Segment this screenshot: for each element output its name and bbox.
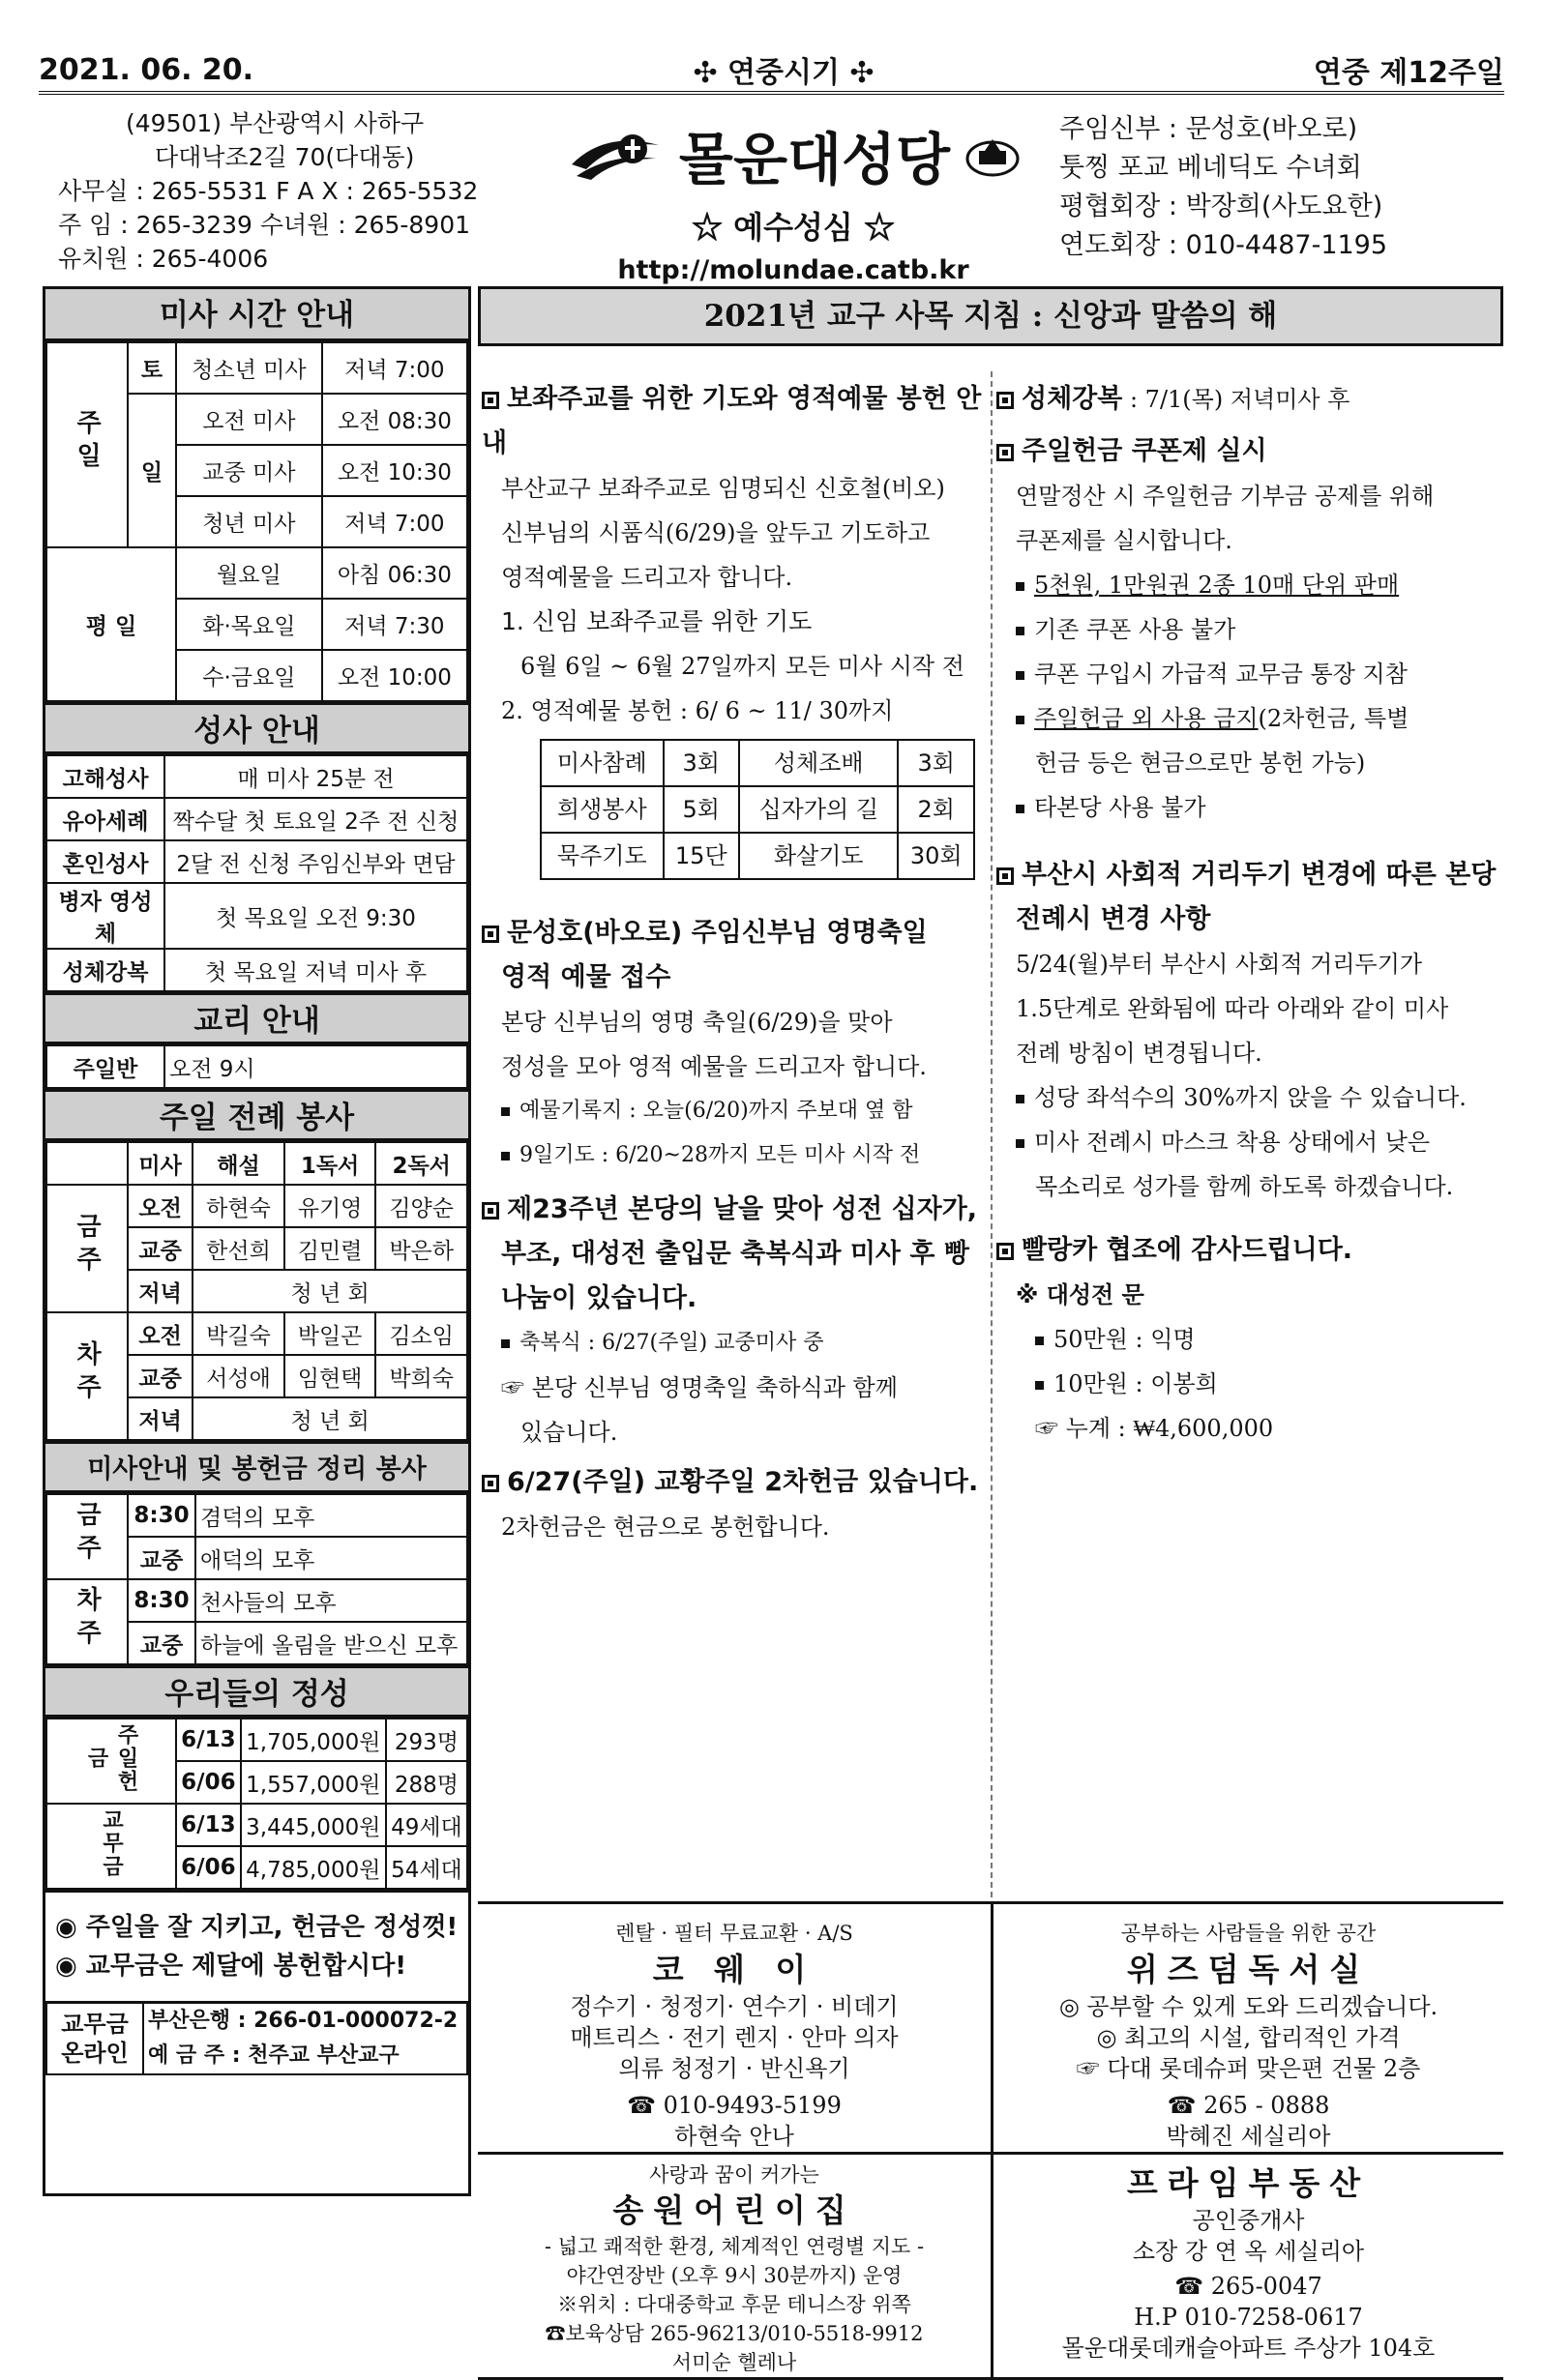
ad-line: 소장 강 연 옥 세실리아 xyxy=(1132,2238,1365,2265)
weekday-label: 평 일 xyxy=(46,547,176,701)
mass-name: 수·금요일 xyxy=(176,650,322,701)
liturgy-table xyxy=(45,1141,468,1441)
liturgy-heading: 주일 전례 봉사 xyxy=(45,1089,468,1141)
mass-slot: 오전 xyxy=(128,1185,193,1227)
pastoral-banner: 2021년 교구 사목 지침 : 신앙과 말씀의 해 xyxy=(478,286,1503,346)
notice-item: (2차헌금, 특별 xyxy=(1258,705,1409,732)
notice-text: 부산교구 보좌주교로 임명되신 신호철(비오) xyxy=(501,475,945,502)
column-header: 2독서 xyxy=(375,1142,467,1185)
offering-type: 묵주기도 xyxy=(541,833,664,879)
mass-name: 오전 미사 xyxy=(176,394,322,445)
ad-line: ◎ 최고의 시설, 합리적인 가격 xyxy=(1096,2024,1401,2051)
ad-line: 야간연장반 (오후 9시 30분까지) 운영 xyxy=(566,2264,903,2287)
mass-time: 오전 08:30 xyxy=(322,394,467,445)
notice-text: ☞ 본당 신부님 영명축일 축하식과 함께 xyxy=(501,1374,898,1401)
church-url[interactable]: http://molundae.catb.kr xyxy=(617,255,969,285)
mass-name: 월요일 xyxy=(176,547,322,599)
offering-count: 3회 xyxy=(664,740,739,786)
mass-slot: 8:30 xyxy=(128,1494,195,1537)
notice-title: 문성호(바오로) 주임신부님 영명축일 xyxy=(507,918,928,948)
bullet-box-icon xyxy=(482,1202,499,1219)
saturday-label: 토 xyxy=(128,342,176,394)
bank-table xyxy=(45,2001,468,2075)
ad-coway xyxy=(478,1904,991,2155)
mass-name: 화·목요일 xyxy=(176,599,322,650)
reader-2: 박은하 xyxy=(375,1227,467,1270)
sacrament-info: 매 미사 25분 전 xyxy=(164,755,467,798)
bullet-icon xyxy=(1035,1381,1044,1390)
top-bar xyxy=(39,48,1504,95)
mass-slot: 저녁 xyxy=(128,1270,193,1312)
advertisement-grid xyxy=(478,1901,1503,2374)
offering-amount: 1,705,000원 xyxy=(241,1719,386,1761)
mass-time: 저녁 7:30 xyxy=(322,599,467,650)
ad-line: 의류 청정기 · 반신욕기 xyxy=(618,2055,850,2082)
bullet-icon xyxy=(501,1107,510,1116)
reader-1: 김민렬 xyxy=(284,1227,376,1270)
reader-1: 유기영 xyxy=(284,1185,376,1227)
commentator: 하현숙 xyxy=(193,1185,284,1227)
staff-line: 툿찡 포교 베네딕도 수녀회 xyxy=(1059,153,1362,183)
main-content xyxy=(478,286,1503,2374)
group-name: 겸덕의 모후 xyxy=(195,1494,467,1537)
notice-column-1 xyxy=(478,371,991,1897)
offering-date: 6/13 xyxy=(176,1719,241,1761)
offering-table xyxy=(45,1718,468,1890)
mass-name: 청소년 미사 xyxy=(176,342,322,394)
note-line: ◉ 주일을 잘 지키고, 헌금은 정성껏! xyxy=(55,1913,459,1942)
staff-line: 평협회장 : 박장희(사도요한) xyxy=(1059,191,1383,221)
bullet-icon xyxy=(1016,1139,1024,1148)
offering-type: 성체조배 xyxy=(739,740,898,786)
offering-type: 희생봉사 xyxy=(541,786,664,833)
commentator: 박길숙 xyxy=(193,1312,284,1355)
sunday-offering-label: 주일헌금 xyxy=(46,1719,176,1804)
catechism-label: 주일반 xyxy=(46,1045,164,1088)
notice-column-2 xyxy=(991,371,1503,1897)
offering-type: 화살기도 xyxy=(739,833,898,879)
church-building-icon xyxy=(965,133,1020,176)
sacrament-name: 병자 영성체 xyxy=(46,883,164,949)
offering-amount: 3,445,000원 xyxy=(241,1804,386,1846)
notice-text: 2차헌금은 현금으로 봉헌합니다. xyxy=(501,1513,830,1541)
church-logo xyxy=(542,114,1045,285)
bank-owner: 예 금 주 : 천주교 부산교구 xyxy=(148,2043,400,2068)
column-header: 해설 xyxy=(193,1142,284,1185)
guide-heading: 미사안내 및 봉헌금 정리 봉사 xyxy=(45,1441,468,1493)
notice-item: 기존 쿠폰 사용 불가 xyxy=(1034,616,1236,643)
offering-count: 3회 xyxy=(898,740,974,786)
offering-count: 15단 xyxy=(664,833,739,879)
phone-line: 유치원 : 265-4006 xyxy=(58,245,269,273)
mass-time: 저녁 7:00 xyxy=(322,342,467,394)
bullet-icon xyxy=(1016,671,1024,680)
staff-line: 연도회장 : 010-4487-1195 xyxy=(1059,230,1388,260)
liturgical-week: 연중 제12주일 xyxy=(1313,56,1504,90)
staff-list xyxy=(1059,110,1387,265)
catechism-time: 오전 9시 xyxy=(164,1045,467,1088)
notice-item: 쿠폰 구입시 가급적 교무금 통장 지참 xyxy=(1034,661,1408,688)
dues-label: 교무금 xyxy=(46,1804,176,1889)
notice-item: 주일헌금 외 사용 금지 xyxy=(1034,705,1259,732)
column-header: 1독서 xyxy=(284,1142,376,1185)
mass-time: 아침 06:30 xyxy=(322,547,467,599)
reader-2: 박희숙 xyxy=(375,1355,467,1397)
notice-item: 미사 전례시 마스크 착용 상태에서 낮은 xyxy=(1034,1129,1431,1156)
notice-item: 1. 신임 보좌주교를 위한 기도 xyxy=(501,607,813,635)
staff-line: 주임신부 : 문성호(바오로) xyxy=(1059,114,1358,144)
notice-title: 부산시 사회적 거리두기 변경에 따른 본당 xyxy=(1022,860,1497,890)
ad-prime-realty xyxy=(991,2155,1503,2380)
mass-time: 저녁 7:00 xyxy=(322,496,467,547)
offering-amount: 1,557,000원 xyxy=(241,1761,386,1804)
ad-line: - 넓고 쾌적한 환경, 체계적인 연령별 지도 - xyxy=(544,2235,925,2258)
mass-slot: 교중 xyxy=(128,1622,195,1664)
reader-2: 김소임 xyxy=(375,1312,467,1355)
ad-line: ※위치 : 다대중학교 후문 테니스장 위쪽 xyxy=(557,2293,911,2316)
notice-title: 보좌주교를 위한 기도와 영적예물 봉헌 안내 xyxy=(482,384,982,458)
bank-account: 부산은행 : 266-01-000072-2 xyxy=(148,2009,459,2033)
next-week-label: 차주 xyxy=(46,1579,128,1664)
bullet-box-icon xyxy=(996,1243,1014,1260)
offering-count: 2회 xyxy=(898,786,974,833)
bullet-icon xyxy=(1016,627,1024,635)
notice-subtitle: ※ 대성전 문 xyxy=(1016,1281,1144,1308)
notice-text: 목소리로 성가를 함께 하도록 하겠습니다. xyxy=(1035,1173,1454,1200)
notice-title: 6/27(주일) 교황주일 2차헌금 있습니다. xyxy=(507,1467,979,1497)
notice-text: 본당 신부님의 영명 축일(6/29)을 맞아 xyxy=(501,1009,893,1036)
bullet-icon xyxy=(501,1339,510,1348)
sacrament-info: 첫 목요일 오전 9:30 xyxy=(164,883,467,949)
notice-title: 전례시 변경 사항 xyxy=(1016,904,1211,934)
notice-text: 정성을 모아 영적 예물을 드리고자 합니다. xyxy=(501,1053,927,1080)
group-name: 천사들의 모후 xyxy=(195,1579,467,1622)
ad-title: 프라임부동산 xyxy=(1126,2164,1371,2202)
mass-time-heading: 미사 시간 안내 xyxy=(45,289,468,341)
ad-songwon-daycare xyxy=(478,2155,991,2380)
offering-date: 6/06 xyxy=(176,1761,241,1804)
ad-line: ☞ 다대 롯데슈퍼 맞은편 건물 2층 xyxy=(1076,2055,1421,2082)
church-emblem-icon xyxy=(567,126,664,184)
notice-text: 신부님의 시품식(6/29)을 앞두고 기도하고 xyxy=(501,519,931,546)
ad-subtitle: 공부하는 사람들을 위한 공간 xyxy=(1120,1922,1377,1945)
next-week-label: 차주 xyxy=(46,1312,128,1440)
notice-text: 전례 방침이 변경됩니다. xyxy=(1016,1040,1262,1067)
bullet-box-icon xyxy=(996,444,1014,461)
church-motto: ☆ 예수성심 ☆ xyxy=(692,209,895,246)
address-line: 다대낙조2길 70(다대동) xyxy=(155,143,415,171)
sacrament-name: 성체강복 xyxy=(46,949,164,991)
offering-date: 6/13 xyxy=(176,1804,241,1846)
mass-time: 오전 10:30 xyxy=(322,445,467,496)
bullet-box-icon xyxy=(482,1475,499,1492)
note-line: ◉ 교무금은 제달에 봉헌합시다! xyxy=(55,1952,407,1981)
column-header: 미사 xyxy=(128,1142,193,1185)
ad-line: 매트리스 · 전기 렌지 · 안마 의자 xyxy=(570,2024,899,2051)
sacrament-table xyxy=(45,754,468,992)
bullet-box-icon xyxy=(996,392,1014,409)
notice-item: 예물기록지 : 오늘(6/20)까지 주보대 옆 함 xyxy=(519,1099,913,1123)
notice-text: 쿠폰제를 실시합니다. xyxy=(1016,527,1232,554)
ad-title: 송원어린이집 xyxy=(612,2191,856,2229)
bullet-icon xyxy=(1016,582,1024,591)
ad-subtitle: 사랑과 꿈이 커가는 xyxy=(649,2163,819,2187)
ad-line: 공인중개사 xyxy=(1192,2207,1305,2234)
ad-subtitle: 렌탈 · 필터 무료교환 · A/S xyxy=(615,1922,853,1945)
ad-phone: ☎ 265-0047 xyxy=(1174,2273,1322,2300)
corner-cell xyxy=(46,1142,128,1185)
offering-type: 십자가의 길 xyxy=(739,786,898,833)
bullet-icon xyxy=(501,1152,510,1161)
notice-text: : 7/1(목) 저녁미사 후 xyxy=(1122,386,1350,413)
mass-time-table xyxy=(45,341,468,702)
notice-item: 성당 좌석수의 30%까지 앉을 수 있습니다. xyxy=(1034,1084,1467,1111)
offering-count: 30회 xyxy=(898,833,974,879)
address-line: (49501) 부산광역시 사하구 xyxy=(126,109,425,137)
sacrament-info: 짝수달 첫 토요일 2주 전 신청 xyxy=(164,798,467,840)
donation-total: ☞ 누계 : ₩4,600,000 xyxy=(1035,1415,1274,1442)
notice-item: 9일기도 : 6/20~28까지 모든 미사 시작 전 xyxy=(519,1143,921,1167)
catechism-heading: 교리 안내 xyxy=(45,992,468,1044)
bullet-box-icon xyxy=(482,392,499,409)
offering-type: 미사참례 xyxy=(541,740,664,786)
reader-1: 박일곤 xyxy=(284,1312,376,1355)
sunday-label: 주일 xyxy=(46,342,128,547)
offering-count: 49세대 xyxy=(386,1804,467,1846)
ad-contact: 서미순 헬레나 xyxy=(671,2351,797,2374)
phone-line: 주 임 : 265-3239 수녀원 : 265-8901 xyxy=(58,211,470,239)
notice-text: 있습니다. xyxy=(520,1419,618,1446)
bullet-icon xyxy=(1035,1337,1044,1345)
notice-title: 빨랑카 협조에 감사드립니다. xyxy=(1022,1235,1353,1265)
notice-item: 10만원 : 이봉희 xyxy=(1053,1370,1218,1397)
notice-item: 축복식 : 6/27(주일) 교중미사 중 xyxy=(519,1331,824,1355)
commentator: 서성애 xyxy=(193,1355,284,1397)
group-name: 청 년 회 xyxy=(193,1270,467,1312)
mass-slot: 8:30 xyxy=(128,1579,195,1622)
ad-line: ◎ 공부할 수 있게 도와 드리겠습니다. xyxy=(1058,1993,1438,2020)
header xyxy=(39,101,1504,285)
notice-text: 5/24(월)부터 부산시 사회적 거리두기가 xyxy=(1016,951,1423,978)
ad-contact: 박혜진 세실리아 xyxy=(1166,2123,1331,2150)
notice-title: 제23주년 본당의 날을 맞아 성전 십자가, xyxy=(507,1194,978,1224)
notice-item: 타본당 사용 불가 xyxy=(1034,794,1206,821)
mass-slot: 교중 xyxy=(128,1355,193,1397)
offering-count: 293명 xyxy=(386,1719,467,1761)
phone-line: 사무실 : 265-5531 F A X : 265-5532 xyxy=(58,177,479,205)
sunday-day-label: 일 xyxy=(128,394,176,547)
spiritual-offering-table xyxy=(540,739,975,880)
church-address xyxy=(58,106,478,276)
ad-title: 위즈덤독서실 xyxy=(1126,1951,1371,1988)
notice-title: 성체강복 xyxy=(1022,384,1123,414)
notice-title: 주일헌금 쿠폰제 실시 xyxy=(1022,436,1267,466)
bullet-icon xyxy=(1016,805,1024,813)
ad-line: 정수기 · 청정기· 연수기 · 비데기 xyxy=(570,1993,899,2020)
ad-title: 코 웨 이 xyxy=(652,1951,816,1988)
mass-name: 청년 미사 xyxy=(176,496,322,547)
ad-phone: ☎ 010-9493-5199 xyxy=(627,2092,842,2119)
ad-contact: H.P 010-7258-0617 xyxy=(1134,2304,1363,2331)
notice-item: 50만원 : 익명 xyxy=(1053,1326,1196,1353)
group-name: 청 년 회 xyxy=(193,1397,467,1440)
guide-table xyxy=(45,1493,468,1665)
notice-text: 영적예물을 드리고자 합니다. xyxy=(501,564,793,591)
offering-amount: 4,785,000원 xyxy=(241,1846,386,1889)
this-week-label: 금주 xyxy=(46,1185,128,1312)
sacrament-name: 유아세례 xyxy=(46,798,164,840)
commentator: 한선희 xyxy=(193,1227,284,1270)
sacrament-name: 혼인성사 xyxy=(46,840,164,883)
group-name: 하늘에 올림을 받으신 모후 xyxy=(195,1622,467,1664)
bullet-icon xyxy=(1016,716,1024,724)
reader-1: 임현택 xyxy=(284,1355,376,1397)
liturgical-season: ✣ 연중시기 ✣ xyxy=(693,56,875,90)
notice-text: 헌금 등은 현금으로만 봉헌 가능) xyxy=(1035,749,1366,777)
bullet-box-icon xyxy=(996,867,1014,885)
group-name: 애덕의 모후 xyxy=(195,1537,467,1579)
sacrament-name: 고해성사 xyxy=(46,755,164,798)
mass-slot: 교중 xyxy=(128,1227,193,1270)
left-sidebar xyxy=(43,286,471,2196)
mass-slot: 교중 xyxy=(128,1537,195,1579)
offering-note xyxy=(45,1890,468,2001)
sacrament-info: 첫 목요일 저녁 미사 후 xyxy=(164,949,467,991)
notice-title: 부조, 대성전 출입문 축복식과 미사 후 빵 xyxy=(501,1239,969,1269)
this-week-label: 금주 xyxy=(46,1494,128,1579)
ad-line: ☎보육상담 265-96213/010-5518-9912 xyxy=(545,2322,924,2345)
notice-text: 6월 6일 ~ 6월 27일까지 모든 미사 시작 전 xyxy=(520,653,964,680)
notice-item: 2. 영적예물 봉헌 : 6/ 6 ~ 11/ 30까지 xyxy=(501,697,894,724)
offering-count: 5회 xyxy=(664,786,739,833)
mass-slot: 저녁 xyxy=(128,1397,193,1440)
mass-slot: 오전 xyxy=(128,1312,193,1355)
notice-item: 5천원, 1만원권 2종 10매 단위 판매 xyxy=(1034,572,1400,599)
catechism-table xyxy=(45,1044,468,1089)
church-name: 몰운대성당 xyxy=(678,127,951,192)
offering-date: 6/06 xyxy=(176,1846,241,1889)
reader-2: 김양순 xyxy=(375,1185,467,1227)
ad-wisdom-study-room xyxy=(991,1904,1503,2155)
mass-time: 오전 10:00 xyxy=(322,650,467,701)
issue-date: 2021. 06. 20. xyxy=(39,52,254,87)
mass-name: 교중 미사 xyxy=(176,445,322,496)
notice-text: 연말정산 시 주일헌금 기부금 공제를 위해 xyxy=(1016,483,1435,510)
sacrament-heading: 성사 안내 xyxy=(45,702,468,754)
ad-address: 몰운대롯데캐슬아파트 주상가 104호 xyxy=(1061,2335,1436,2362)
offering-count: 288명 xyxy=(386,1761,467,1804)
ad-phone: ☎ 265 - 0888 xyxy=(1167,2092,1330,2119)
notice-title: 나눔이 있습니다. xyxy=(501,1283,697,1313)
bullet-icon xyxy=(1016,1095,1024,1103)
offering-heading: 우리들의 정성 xyxy=(45,1665,468,1718)
offering-count: 54세대 xyxy=(386,1846,467,1889)
sacrament-info: 2달 전 신청 주임신부와 면담 xyxy=(164,840,467,883)
bank-label: 교무금 온라인 xyxy=(46,2003,143,2075)
bullet-box-icon xyxy=(482,926,499,943)
notice-text: 1.5단계로 완화됨에 따라 아래와 같이 미사 xyxy=(1016,995,1449,1022)
notice-title: 영적 예물 접수 xyxy=(501,962,671,992)
ad-contact: 하현숙 안나 xyxy=(674,2123,794,2150)
